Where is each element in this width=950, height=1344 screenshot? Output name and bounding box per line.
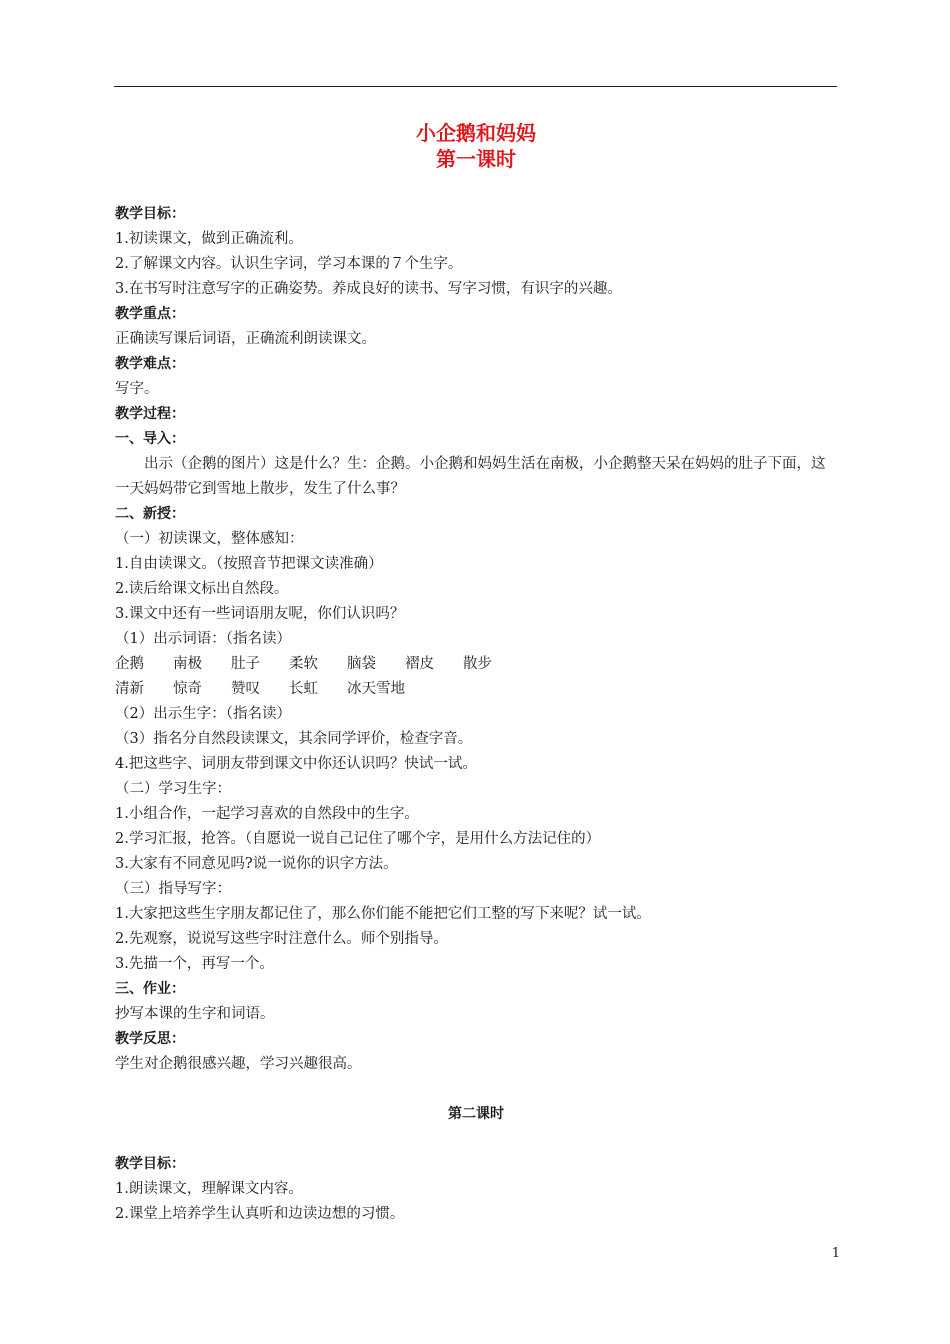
vocabulary-row-1 <box>115 652 837 677</box>
goal-item: 2.了解课文内容。认识生字词，学习本课的７个生字。 <box>115 256 463 272</box>
vocab-word: 清新 <box>115 681 144 697</box>
vocab-word: 长虹 <box>289 681 318 697</box>
vocab-word: 企鹅 <box>115 656 144 672</box>
reflection-heading: 教学反思： <box>115 1031 185 1047</box>
key-points-heading: 教学重点： <box>115 306 185 322</box>
intro-heading: 一、导入： <box>115 431 185 447</box>
list-item: 2.学习汇报，抢答。（自愿说一说自己记住了哪个字，是用什么方法记住的） <box>115 831 601 847</box>
vocab-word: 南极 <box>173 656 202 672</box>
lesson2-title: 第二课时 <box>448 1106 504 1122</box>
document-title: 小企鹅和妈妈 <box>416 121 536 145</box>
list-item: 3.课文中还有一些词语朋友呢，你们认识吗？ <box>115 606 405 622</box>
vocab-word: 肚子 <box>231 656 260 672</box>
vocab-word: 赞叹 <box>231 681 260 697</box>
vocab-word: 脑袋 <box>347 656 376 672</box>
list-item: 1.大家把这些生字朋友都记住了，那么你们能不能把它们工整的写下来呢？试一试。 <box>115 906 651 922</box>
process-heading: 教学过程： <box>115 406 185 422</box>
document-body <box>115 120 837 1227</box>
header-rule <box>114 86 837 87</box>
vocab-word: 柔软 <box>289 656 318 672</box>
list-item: （3）指名分自然段读课文，其余同学评价，检查字音。 <box>115 731 473 747</box>
list-item: 2.先观察，说说写这些字时注意什么。师个别指导。 <box>115 931 448 947</box>
reflection-text: 学生对企鹅很感兴趣，学习兴趣很高。 <box>115 1056 362 1072</box>
goal-item: 3.在书写时注意写字的正确姿势。养成良好的读书、写字习惯，有识字的兴趣。 <box>115 281 622 297</box>
lesson2-goals-heading: 教学目标： <box>115 1156 185 1172</box>
goal-item: 1.初读课文，做到正确流利。 <box>115 231 303 247</box>
goals-heading: 教学目标： <box>115 206 185 222</box>
intro-paragraph: 出示（企鹅的图片）这是什么？生：企鹅。小企鹅和妈妈生活在南极，小企鹅整天呆在妈妈的肚子下面，这一天妈妈带它到雪地上散步，发生了什么事？ <box>115 456 826 497</box>
list-item: 4.把这些字、词朋友带到课文中你还认识吗？快试一试。 <box>115 756 477 772</box>
homework-heading: 三、作业： <box>115 981 185 997</box>
vocabulary-row-2 <box>115 677 837 702</box>
difficulty-text: 写字。 <box>115 381 159 397</box>
new-lesson-heading: 二、新授： <box>115 506 185 522</box>
homework-text: 抄写本课的生字和词语。 <box>115 1006 275 1022</box>
key-points-text: 正确读写课后词语，正确流利朗读课文。 <box>115 331 376 347</box>
list-item: 1.自由读课文。（按照音节把课文读准确） <box>115 556 383 572</box>
difficulty-heading: 教学难点： <box>115 356 185 372</box>
goal-item: 2.课堂上培养学生认真听和边读边想的习惯。 <box>115 1206 405 1222</box>
section-heading: （三）指导写字： <box>115 881 231 897</box>
vocab-word: 惊奇 <box>173 681 202 697</box>
list-item: 1.小组合作，一起学习喜欢的自然段中的生字。 <box>115 806 419 822</box>
page-number: 1 <box>831 1246 840 1261</box>
vocab-word: 褶皮 <box>405 656 434 672</box>
vocab-word: 散步 <box>463 656 492 672</box>
list-item: （1）出示词语：（指名读） <box>115 631 291 647</box>
section-heading: （二）学习生字： <box>115 781 231 797</box>
list-item: 3.先描一个，再写一个。 <box>115 956 274 972</box>
list-item: （2）出示生字：（指名读） <box>115 706 291 722</box>
document-subtitle: 第一课时 <box>436 147 516 171</box>
vocab-word: 冰天雪地 <box>347 681 405 697</box>
goal-item: 1.朗读课文，理解课文内容。 <box>115 1181 303 1197</box>
list-item: 2.读后给课文标出自然段。 <box>115 581 289 597</box>
list-item: 3.大家有不同意见吗?说一说你的识字方法。 <box>115 856 398 872</box>
section-heading: （一）初读课文，整体感知： <box>115 531 304 547</box>
